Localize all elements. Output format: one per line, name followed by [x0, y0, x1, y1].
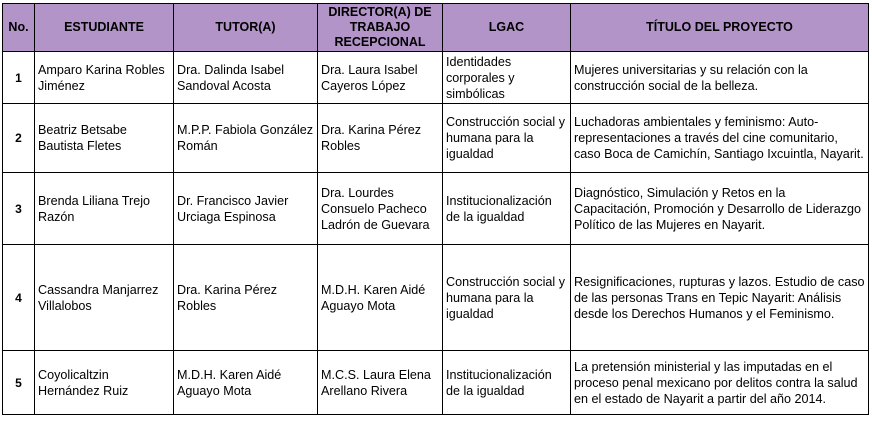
cell-director: Dra. Karina Pérez Robles — [318, 104, 443, 173]
header-estudiante: ESTUDIANTE — [35, 4, 174, 52]
projects-sheet — [2, 3, 869, 415]
cell-tutor: M.D.H. Karen Aidé Aguayo Mota — [174, 351, 318, 415]
table-row — [3, 351, 869, 415]
header-row — [3, 4, 869, 52]
cell-tutor: Dr. Francisco Javier Urciaga Espinosa — [174, 173, 318, 245]
cell-no: 1 — [3, 52, 35, 104]
cell-estudiante: Brenda Liliana Trejo Razón — [35, 173, 174, 245]
cell-lgac: Institucionalización de la igualdad — [443, 173, 571, 245]
cell-lgac: Construcción social y humana para la igualdad — [443, 104, 571, 173]
table-row — [3, 245, 869, 351]
cell-lgac: Institucionalización de la igualdad — [443, 351, 571, 415]
cell-lgac: Construcción social y humana para la igualdad — [443, 245, 571, 351]
cell-lgac: Identidades corporales y simbólicas — [443, 52, 571, 104]
cell-titulo: Diagnóstico, Simulación y Retos en la Capacitación, Promoción y Desarrollo de Liderazgo Político de las Mujeres en Nayarit. — [571, 173, 869, 245]
projects-table — [2, 3, 869, 415]
header-director: DIRECTOR(A) DE TRABAJO RECEPCIONAL — [318, 4, 443, 52]
cell-titulo: Luchadoras ambientales y feminismo: Auto-representaciones a través del cine comunitario, caso Boca de Camichín, Santiago Ixcuintla, Nayarit. — [571, 104, 869, 173]
header-lgac: LGAC — [443, 4, 571, 52]
cell-director: M.C.S. Laura Elena Arellano Rivera — [318, 351, 443, 415]
header-no: No. — [3, 4, 35, 52]
table-row — [3, 52, 869, 104]
header-tutor: TUTOR(A) — [174, 4, 318, 52]
cell-titulo: Mujeres universitarias y su relación con la construcción social de la belleza. — [571, 52, 869, 104]
cell-no: 4 — [3, 245, 35, 351]
cell-estudiante: Beatriz Betsabe Bautista Fletes — [35, 104, 174, 173]
cell-no: 2 — [3, 104, 35, 173]
cell-estudiante: Amparo Karina Robles Jiménez — [35, 52, 174, 104]
cell-director: Dra. Lourdes Consuelo Pacheco Ladrón de Guevara — [318, 173, 443, 245]
cell-no: 5 — [3, 351, 35, 415]
table-row — [3, 173, 869, 245]
cell-titulo: La pretensión ministerial y las imputadas en el proceso penal mexicano por delitos contra la salud en el estado de Nayarit a partir del año 2014. — [571, 351, 869, 415]
table-row — [3, 104, 869, 173]
cell-tutor: M.P.P. Fabiola González Román — [174, 104, 318, 173]
cell-director: Dra. Laura Isabel Cayeros López — [318, 52, 443, 104]
cell-titulo: Resignificaciones, rupturas y lazos. Estudio de caso de las personas Trans en Tepic Nayarit: Análisis desde los Derechos Humanos y el Feminismo. — [571, 245, 869, 351]
cell-director: M.D.H. Karen Aidé Aguayo Mota — [318, 245, 443, 351]
header-titulo: TÍTULO DEL PROYECTO — [571, 4, 869, 52]
cell-tutor: Dra. Karina Pérez Robles — [174, 245, 318, 351]
cell-tutor: Dra. Dalinda Isabel Sandoval Acosta — [174, 52, 318, 104]
cell-estudiante: Coyolicaltzin Hernández Ruiz — [35, 351, 174, 415]
cell-no: 3 — [3, 173, 35, 245]
cell-estudiante: Cassandra Manjarrez Villalobos — [35, 245, 174, 351]
